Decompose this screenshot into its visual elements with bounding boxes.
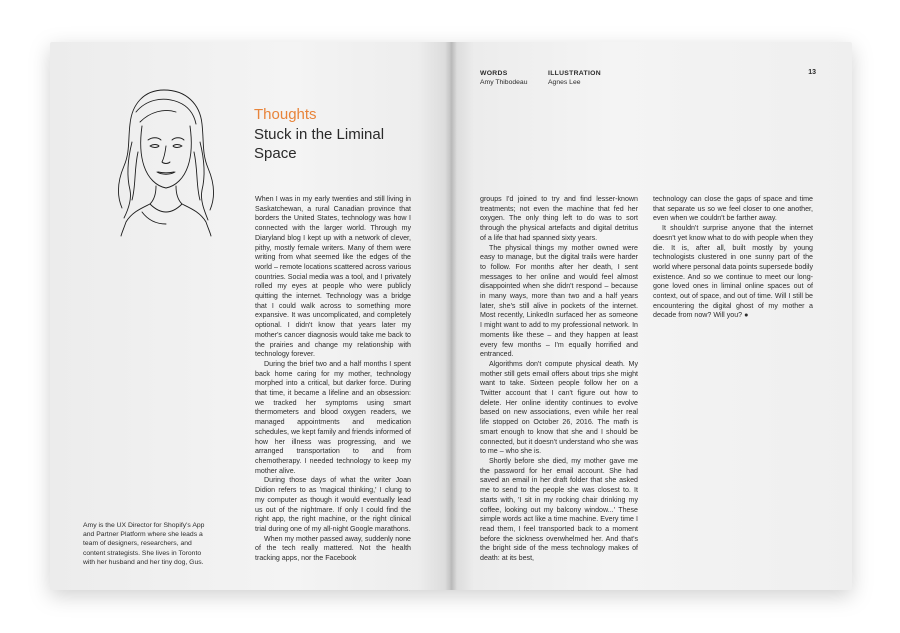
words-label: WORDS (480, 70, 508, 77)
paragraph: During the brief two and a half months I spent back home caring for my mother, technology morphed into a critical, but darker force. During that time, it became a lifeline and an obsession: we tracked her symptoms using smart thermometers and blood oxygen readers, we managed appointments and medication schedules, we kept family and friends informed of how her illness was progressing, and we arranged transportation to and from chemotherapy. I needed technology to keep my mother alive. (255, 359, 411, 475)
body-column-2 (480, 195, 638, 564)
author-portrait-illustration (106, 82, 224, 238)
left-page (50, 42, 450, 590)
credit-words (480, 69, 527, 87)
paragraph: groups I'd joined to try and find lesser-known treatments; not even the machine that fed her oxygen. The only thing left to do was to sort through the physical artefacts and digital detritus of a life that had spanned sixty years. (480, 195, 638, 242)
page-number: 13 (808, 69, 816, 76)
illustration-label: ILLUSTRATION (548, 70, 601, 77)
paragraph: technology can close the gaps of space and time that separate us so we feel closer to one another, even when we couldn't be farther away. (653, 195, 813, 223)
body-column-1 (255, 195, 411, 564)
magazine-spread (50, 42, 852, 590)
article-headline: Stuck in the Liminal Space (254, 126, 385, 162)
paragraph: It shouldn't surprise anyone that the internet doesn't yet know what to do with people when they die. It is, after all, built mostly by young technologists clustered in one sunny part of the world where personal data points supersede bodily existence. And so we continue to meet our long-gone loved ones in liminal online spaces out of context, out of space, and out of time. Will I still be encountering the digital ghost of my mother a decade from now? Will you? ● (653, 224, 813, 320)
paragraph: During those days of what the writer Joan Didion refers to as 'magical thinking,' I clung to my computer as though it would eventually lead us out of the nightmare. If only I could find the right app, the right machine, or the right clinical trial during one of my all-night Google marathons. (255, 476, 411, 533)
words-name: Amy Thibodeau (480, 79, 528, 86)
paragraph: When my mother passed away, suddenly none of the tech really mattered. Not the health tracking apps, nor the Facebook (255, 534, 411, 563)
paragraph: Shortly before she died, my mother gave me the password for her email account. She had saved an email in her draft folder that she asked me to send to the people she was closest to. It starts with, 'I sit in my rocking chair drinking my coffee, looking out my balcony window...' These simple words act like a time machine. Every time I read them, I feel transported back to a moment before the sickness overwhelmed her. And that's the bright side of the mess technology makes of death: at its best, (480, 456, 638, 563)
body-column-3 (653, 195, 813, 321)
section-kicker: Thoughts (254, 106, 317, 123)
paragraph: When I was in my early twenties and still living in Saskatchewan, a rural Canadian province that borders the United States, technology was how I connected with the larger world. Through my Diaryland blog I kept up with a network of clever, pithy, mostly female writers. Many of them were writing from what seemed like the edges of the world – remote locations scattered across various countries. Social media was a tool, and I privately rolled my eyes at people who were publicly quitting the internet. Technology was a bridge that I could walk across to something more expansive. It was uncomplicated, and completely optional. I didn't know that years later my mother's cancer diagnosis would take me back to the prairies and change my relationship with technology forever. (255, 195, 411, 359)
credit-illustration (548, 69, 601, 87)
right-page (450, 42, 852, 590)
paragraph: Algorithms don't compute physical death. My mother still gets email offers about trips she might want to take. Sixteen people follow her on a Twitter account that I can't figure out how to delete. Her online identity continues to evolve based on new associations, even while her real life stopped on October 26, 2016. The math is smart enough to know that she and I should be connected, but it doesn't understand who she was to me – who she is. (480, 359, 638, 456)
illustration-name: Agnes Lee (548, 79, 581, 86)
author-bio: Amy is the UX Director for Shopify's App and Partner Platform where she leads a team of designers, researchers, and content strategists. She lives in Toronto with her husband and her tiny dog, Gus. (83, 522, 205, 566)
paragraph: The physical things my mother owned were easy to manage, but the digital trails were harder to follow. For months after her death, I sent messages to her online and would feel almost disappointed when she didn't respond – because in many ways, more than two and a half years later, she's still alive in pockets of the internet. Most recently, LinkedIn surfaced her as someone I might want to add to my professional network. In moments like these – and they happen at least every few months – I'm equally horrified and entranced. (480, 243, 638, 359)
